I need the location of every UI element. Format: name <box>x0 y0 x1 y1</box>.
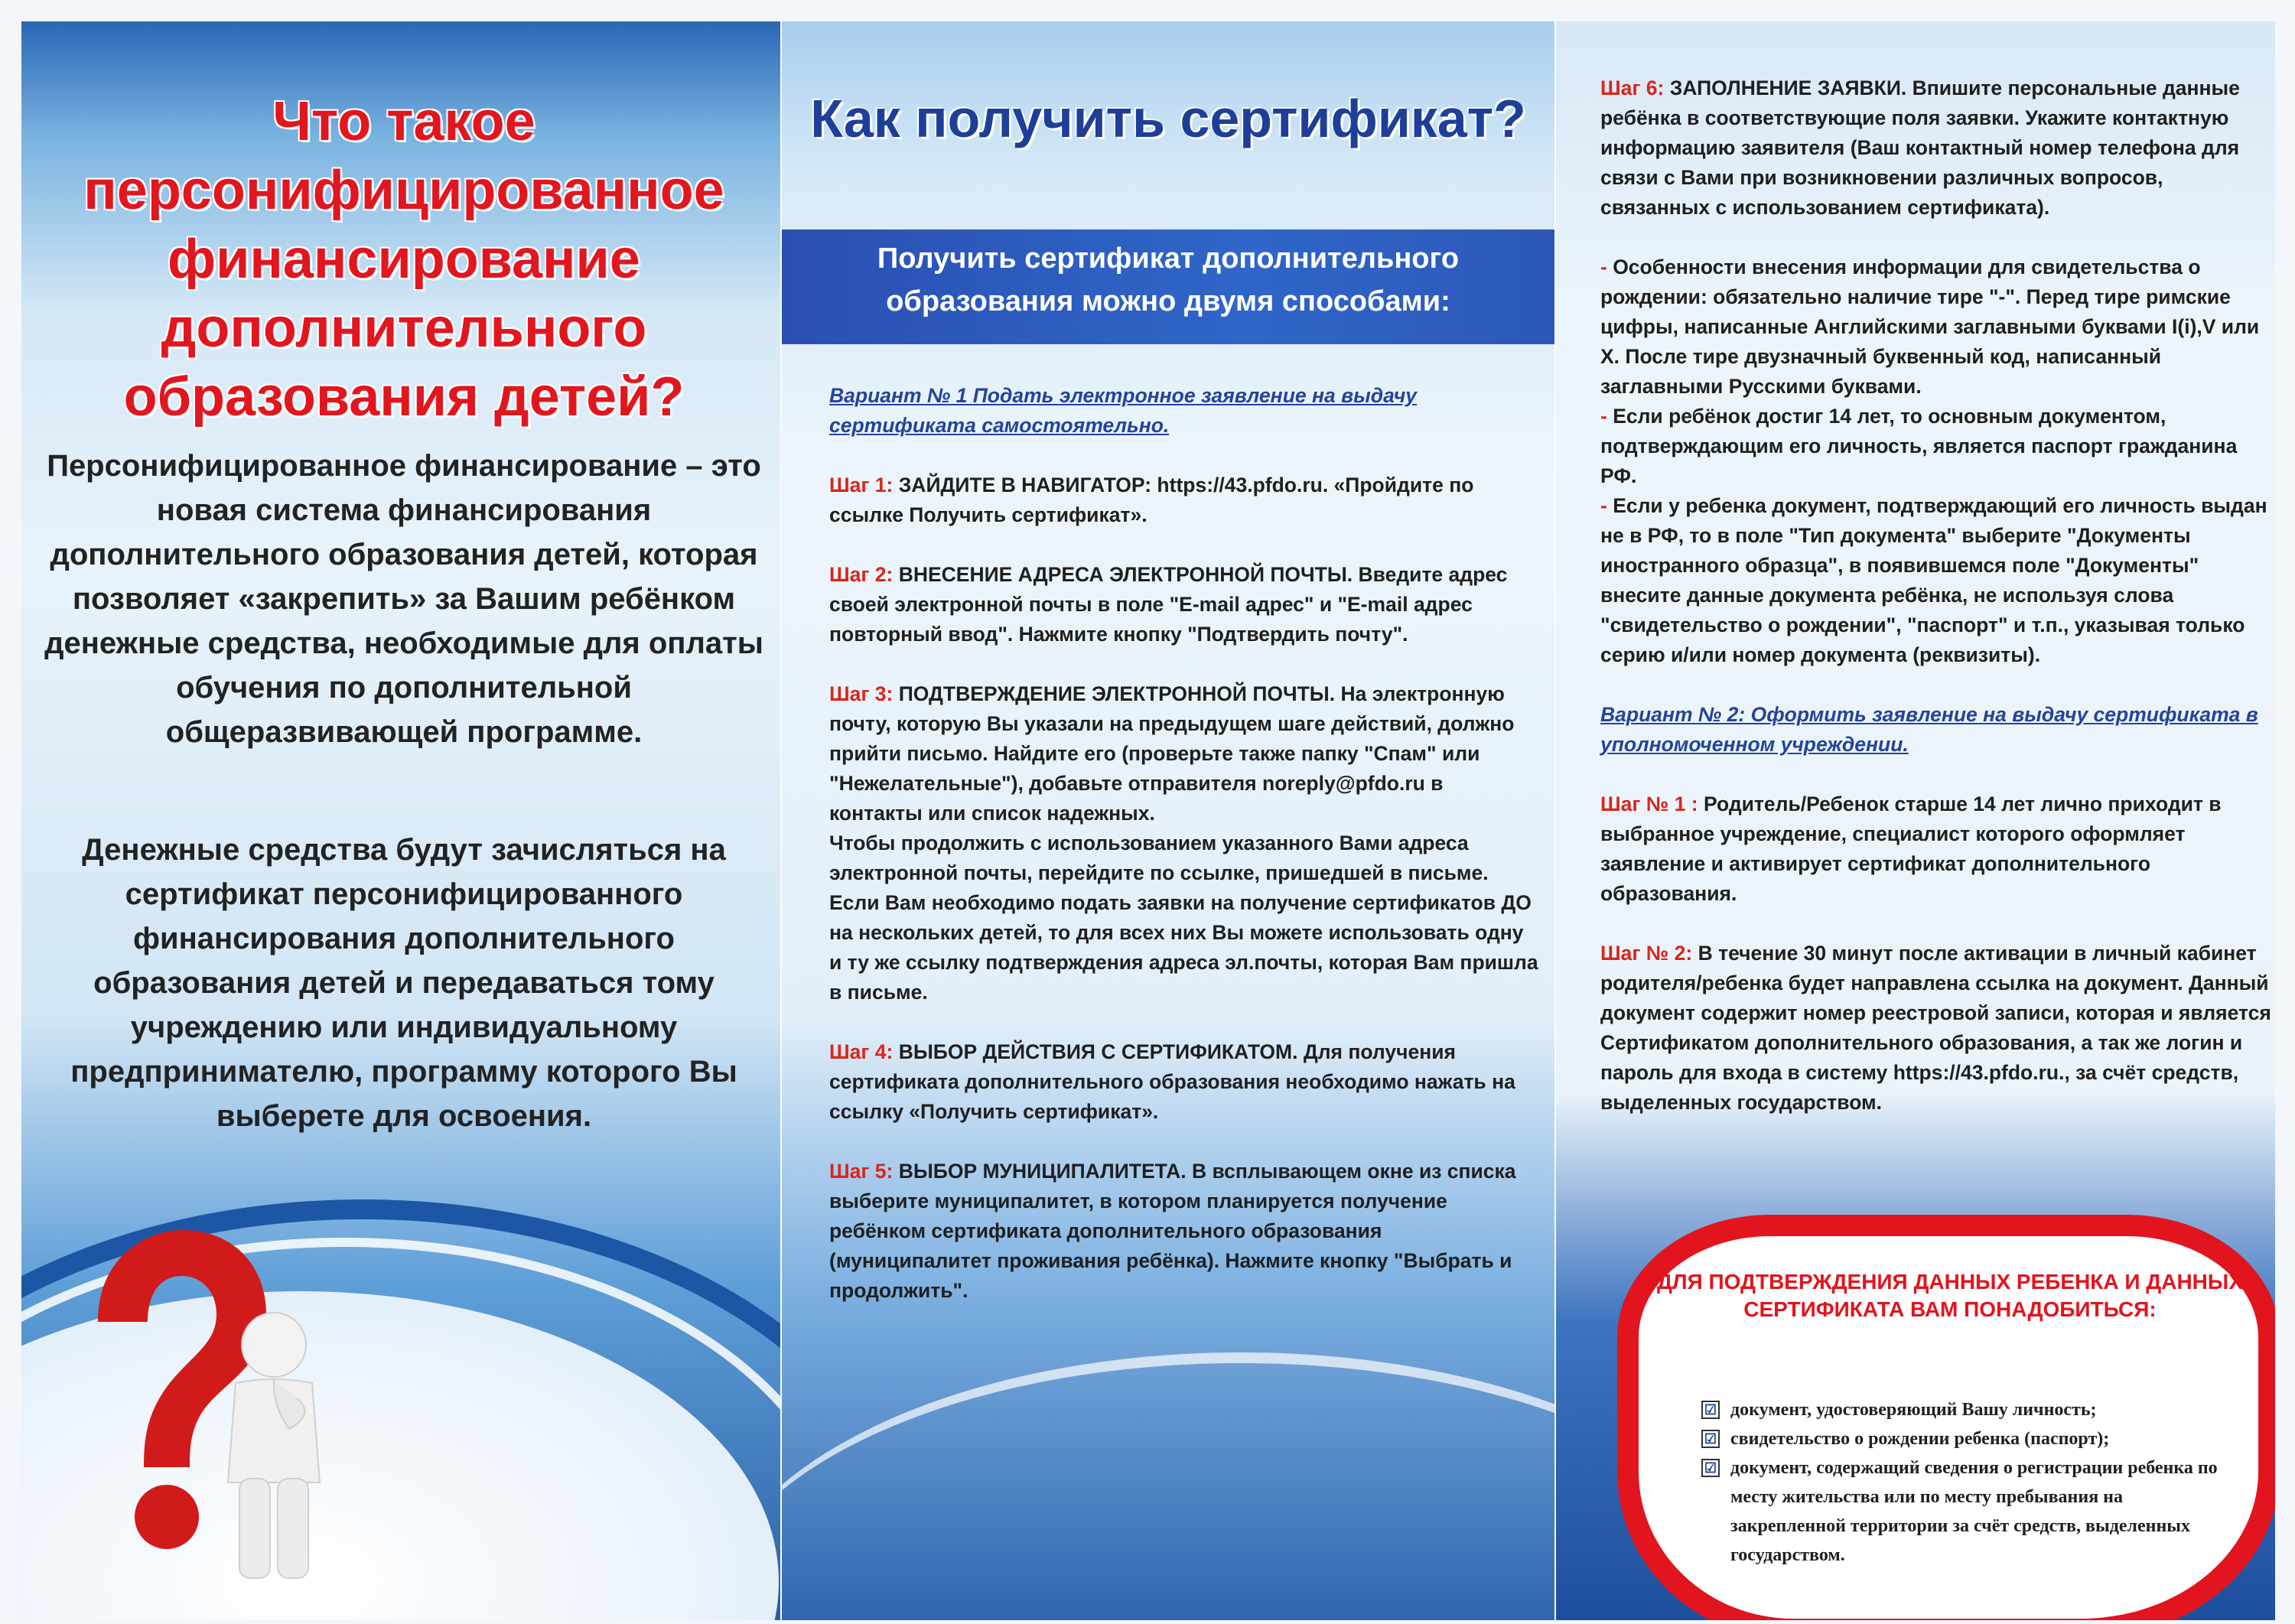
list-item-text: документ, содержащий сведения о регистрации ребенка по месту жительства или по месту пребывания на закрепленной территории за счёт средств, выделенных государством. <box>1730 1458 2218 1565</box>
panel3-body <box>1600 73 2274 1147</box>
note <box>1600 252 2274 402</box>
panel2-body <box>829 381 1541 1336</box>
note-dash: - <box>1600 255 1613 278</box>
step-label: Шаг 3: <box>829 682 894 705</box>
step-no-2 <box>1600 939 2274 1118</box>
step-text-extra: Чтобы продолжить с использованием указанного Вами адреса электронной почты, перейдите по ссылке, пришедшей в письме. <box>829 832 1489 884</box>
required-documents-title: ДЛЯ ПОДТВЕРЖДЕНИЯ ДАННЫХ РЕБЕНКА И ДАННЫХ СЕРТИФИКАТА ВАМ ПОНАДОБИТЬСЯ: <box>1656 1270 2243 1321</box>
step-text: ВЫБОР ДЕЙСТВИЯ С СЕРТИФИКАТОМ. Для получения сертификата дополнительного образования необходимо нажать на ссылку «Получить сертификат». <box>829 1040 1515 1123</box>
note-dash: - <box>1600 405 1613 428</box>
step-2 <box>829 560 1541 649</box>
info-band-text: Получить сертификат дополнительного образования можно двумя способами: <box>877 242 1460 317</box>
step-3 <box>829 679 1541 1007</box>
checkbox-icon: ☑ <box>1701 1459 1720 1477</box>
variant1-heading: Вариант № 1 Подать электронное заявление на выдачу сертификата самостоятельно. <box>829 384 1418 437</box>
panel1-title: Что такое персонифицированное финансирование дополнительного образования детей? <box>83 91 724 428</box>
step-text: ПОДТВЕРЖДЕНИЕ ЭЛЕКТРОННОЙ ПОЧТЫ. На электронную почту, которую Вы указали на предыдущем шаге действий, должно прийти письмо. Найдите его (проверьте также папку "Спам" или "Нежелательные"), добавьте отправителя noreply@pfdo.ru в контакты или список надежных. <box>829 682 1515 825</box>
step-label: Шаг № 2: <box>1600 942 1693 965</box>
panel-what-is <box>21 21 780 1620</box>
list-item <box>1701 1395 2237 1424</box>
step-6 <box>1600 73 2274 223</box>
step-text: ЗАЙДИТЕ В НАВИГАТОР: https://43.pfdo.ru. «Пройдите по ссылке Получить сертификат». <box>829 474 1474 526</box>
list-item-text: документ, удостоверяющий Вашу личность; <box>1730 1400 2097 1420</box>
step-4 <box>829 1037 1541 1127</box>
step-text: Родитель/Ребенок старше 14 лет лично приходит в выбранное учреждение, специалист которого оформляет заявление и активирует сертификат дополнительного образования. <box>1600 792 2222 905</box>
step-text-extra: Если Вам необходимо подать заявки на получение сертификатов ДО на нескольких детей, то для всех них Вы можете использовать одну и ту же ссылку подтверждения адреса эл.почты, которая Вам пришла в письме. <box>829 891 1538 1004</box>
thinking-figure-icon <box>182 1307 366 1582</box>
panel2-title: Как получить сертификат? <box>810 89 1526 148</box>
list-item <box>1701 1453 2237 1570</box>
step-label: Шаг 5: <box>829 1160 894 1183</box>
step-text: ЗАПОЛНЕНИЕ ЗАЯВКИ. Впишите персональные данные ребёнка в соответствующие поля заявки. Укажите контактную информацию заявителя (Ваш контактный номер телефона для связи с Вами при возникновении различных вопросов, связанных с использованием сертификата). <box>1600 76 2240 219</box>
step-text: В течение 30 минут после активации в личный кабинет родителя/ребенка будет направлена ссылка на документ. Данный документ содержит номер реестровой записи, которая и является Сертификатом дополнительного образования, а так же логин и пароль для входа в систему https://43.pfdo.ru., за счёт средств, выделенных государством. <box>1600 942 2271 1114</box>
step-1 <box>829 470 1541 530</box>
list-item-text: свидетельство о рождении ребенка (паспорт); <box>1730 1429 2110 1449</box>
note-dash: - <box>1600 494 1613 517</box>
note-text: Если у ребенка документ, подтверждающий его личность выдан не в РФ, то в поле "Тип документа" выберите "Документы иностранного образца", в появившемся поле "Документы" внесите данные документа ребёнка, не используя слова "свидетельство о рождении", "паспорт" и т.п., указывая только серию и/или номер документа (реквизиты). <box>1600 494 2267 666</box>
note-text: Если ребёнок достиг 14 лет, то основным документом, подтверждающим его личность, является паспорт гражданина РФ. <box>1600 405 2238 487</box>
list-item <box>1701 1424 2237 1453</box>
step-label: Шаг 6: <box>1600 76 1665 99</box>
decorative-swoosh <box>782 1352 1554 1620</box>
checkbox-icon: ☑ <box>1701 1401 1720 1419</box>
step-5 <box>829 1157 1541 1306</box>
panel1-paragraph-funds: Денежные средства будут зачисляться на сертификат персонифицированного финансирования дополнительного образования детей и передаваться тому учреждению или индивидуальному предпринимателю, программу которого Вы выберете для освоения. <box>70 833 737 1133</box>
step-text: ВЫБОР МУНИЦИПАЛИТЕТА. В всплывающем окне из списка выберите муниципалитет, в котором планируется получение ребёнком сертификата дополнительного образования (муниципалитет проживания ребёнка). Нажмите кнопку "Выбрать и продолжить". <box>829 1160 1516 1302</box>
note <box>1600 491 2274 670</box>
required-documents-list <box>1701 1395 2237 1570</box>
panel-how-to-get <box>782 21 1554 1620</box>
checkbox-icon: ☑ <box>1701 1430 1720 1448</box>
panel-steps-continued <box>1556 21 2275 1620</box>
step-no-1 <box>1600 789 2274 909</box>
variant2-heading: Вариант № 2: Оформить заявление на выдачу сертификата в уполномоченном учреждении. <box>1600 703 2258 756</box>
step-label: Шаг № 1 : <box>1600 792 1698 815</box>
note <box>1600 402 2274 491</box>
step-label: Шаг 1: <box>829 474 894 496</box>
panel1-paragraph-definition: Персонифицированное финансирование – это новая система финансирования дополнительного образования детей, которая позволяет «закрепить» за Вашим ребёнком денежные средства, необходимые для оплаты обучения по дополнительной общеразвивающей программе. <box>44 449 763 749</box>
step-text: ВНЕСЕНИЕ АДРЕСА ЭЛЕКТРОННОЙ ПОЧТЫ. Введите адрес своей электронной почты в поле "E-mail адрес" и "E-mail адрес повторный ввод". Нажмите кнопку "Подтвердить почту". <box>829 563 1508 646</box>
note-text: Особенности внесения информации для свидетельства о рождении: обязательно наличие тире "-". Перед тире римские цифры, написанные Английскими заглавными буквами I(i),V или X. После тире двузначный буквенный код, написанный заглавными Русскими буквами. <box>1600 255 2260 398</box>
step-label: Шаг 4: <box>829 1040 894 1063</box>
step-label: Шаг 2: <box>829 563 894 586</box>
